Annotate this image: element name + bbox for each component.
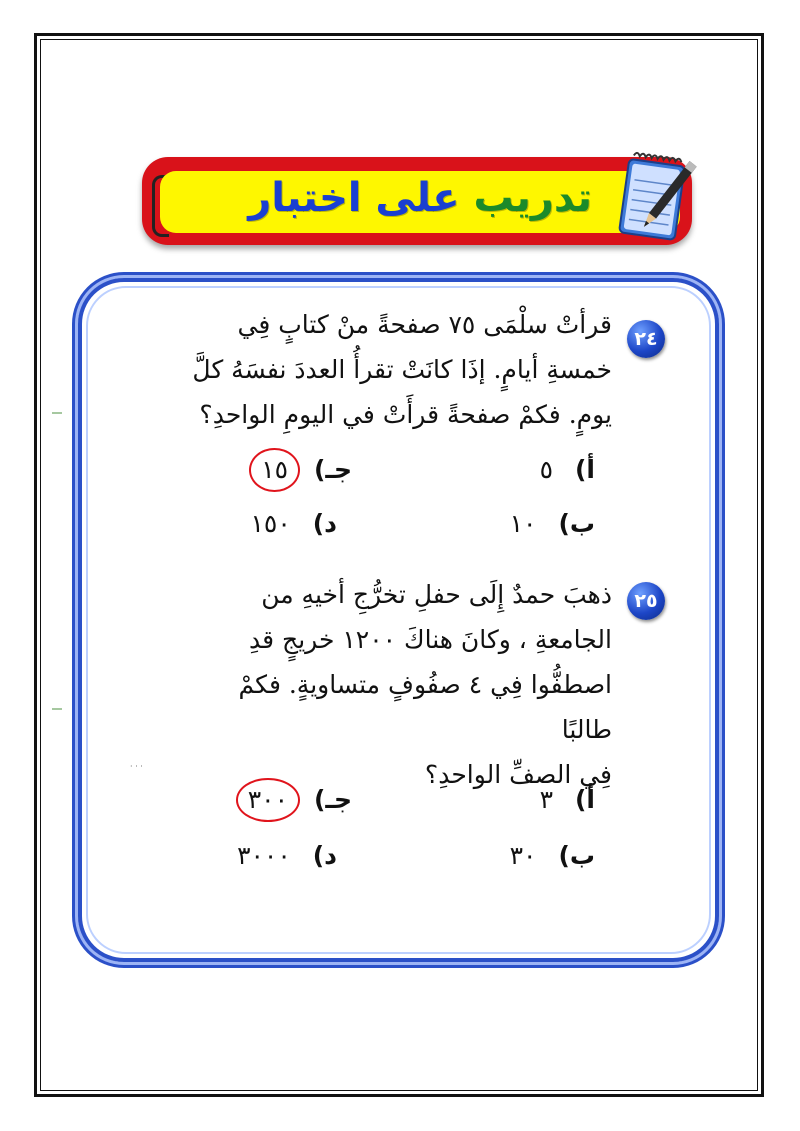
question-24-line-1: قرأتْ سلْمَى ٧٥ صفحةً منْ كتابٍ فِي (237, 310, 612, 339)
question-24-option-d[interactable] (250, 502, 337, 546)
title-word-1: تدريب (473, 175, 592, 221)
question-24-line-2: خمسةِ أيامٍ. إذَا كانَتْ تقرأُ العددَ نفسَهُ كلَّ (192, 355, 612, 384)
option-value: ٣٠٠٠ (237, 841, 291, 870)
title-word-3: اختبار (248, 175, 362, 221)
title-word-2: على (375, 175, 460, 221)
notepad-pencil-icon (614, 149, 698, 247)
option-letter: ب) (558, 841, 595, 870)
question-24-option-a[interactable] (540, 448, 595, 492)
option-value: ٣ (539, 785, 554, 814)
question-25-line-4: فِي الصفِّ الواحدِ؟ (424, 760, 612, 789)
option-letter: د) (312, 841, 337, 870)
question-25-option-d[interactable] (237, 834, 337, 878)
page-title (248, 167, 592, 229)
question-25-text (182, 572, 612, 797)
option-letter: جـ) (314, 455, 352, 484)
title-banner (136, 153, 696, 249)
option-value: ١٠ (509, 509, 537, 538)
option-letter: أ) (575, 455, 595, 484)
margin-tick (52, 708, 62, 710)
selected-answer-circle: ١٥ (249, 448, 300, 492)
question-25-line-2: الجامعةِ ، وكانَ هناكَ ١٢٠٠ خريجٍ قدِ (249, 625, 612, 654)
option-value: ٥ (539, 455, 554, 484)
question-24-option-b[interactable] (510, 502, 595, 546)
question-24-option-c[interactable] (249, 448, 352, 492)
option-letter: أ) (575, 785, 595, 814)
option-letter: ب) (558, 509, 595, 538)
question-25-line-3: اصطفُّوا فِي ٤ صفُوفٍ متساويةٍ. فكمْ طالبًا (238, 670, 612, 744)
print-specks: · · · (130, 762, 143, 771)
option-letter: جـ) (314, 785, 352, 814)
option-value: ١٥٠ (250, 509, 291, 538)
question-25-option-c[interactable] (236, 778, 352, 822)
question-24-line-3: يومٍ. فكمْ صفحةً قرأَتْ في اليومِ الواحدِ؟ (199, 400, 612, 429)
question-number-badge: ٢٤ (627, 320, 665, 358)
question-number-badge: ٢٥ (627, 582, 665, 620)
selected-answer-circle: ٣٠٠ (236, 778, 300, 822)
question-25-option-a[interactable] (540, 778, 595, 822)
margin-tick (52, 412, 62, 414)
question-24-text (192, 302, 612, 437)
option-value: ٣٠ (509, 841, 537, 870)
question-25-line-1: ذهبَ حمدٌ إِلَى حفلِ تخرُّجِ أخيهِ من (261, 580, 612, 609)
question-25-option-b[interactable] (510, 834, 595, 878)
option-letter: د) (312, 509, 337, 538)
